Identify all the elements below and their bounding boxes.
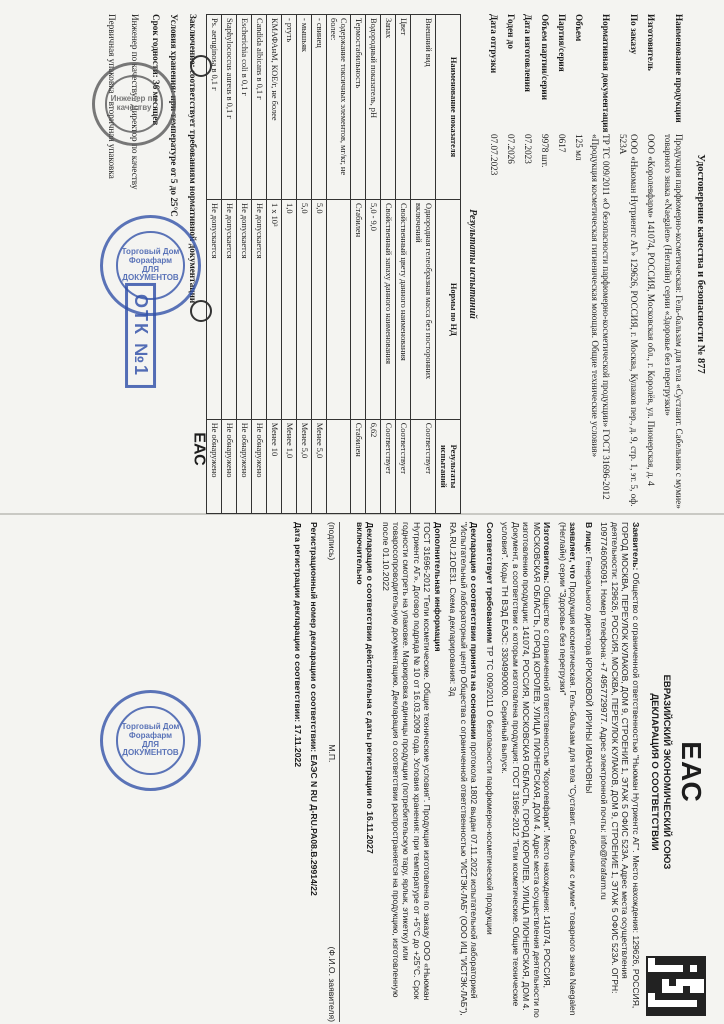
table-cell: Не обнаружено xyxy=(222,419,237,513)
qr-cell xyxy=(648,993,655,1000)
table-row xyxy=(326,15,351,514)
qr-cell xyxy=(676,993,683,1000)
signer-hint: (Ф.И.О. заявителя) xyxy=(327,946,338,1022)
table-cell: Candida albicans в 0,1 г xyxy=(252,15,267,200)
signature-line xyxy=(327,522,340,1022)
table-cell: Escherichia coli в 0,1 г xyxy=(237,15,252,200)
qr-cell xyxy=(697,965,704,972)
table-cell xyxy=(326,419,351,513)
eac-mark-small: ЕАС xyxy=(190,432,208,466)
qr-cell xyxy=(648,965,655,972)
qr-cell xyxy=(690,1007,697,1014)
basis-text: протокола 1802 выдан 07.11.2022 испытательной лабораторией "Испытательный лабораторный центр Общества с ограниченной ответственностью "ИСТЭК-ЛАБ" (ООО ИЦ "ИСТЭК-ЛАБ"), RA.RU.21ОЕ31. Схема декларирования: 3д xyxy=(448,522,480,1016)
table-cell: 5,0 xyxy=(311,200,326,420)
field-value: 07.07.2023 xyxy=(489,134,500,176)
field-value: ООО «Ньюман Нутриентс АГ» 129626, РОССИЯ, г. Москва, Кулаков пер., д. 9, стр. 1, эт. 5, оф. 523А xyxy=(618,134,640,507)
table-cell: 1 х 10³ xyxy=(266,200,281,420)
certificate-title: Удостоверение качества и безопасности № 877 xyxy=(695,154,706,374)
qr-cell xyxy=(676,958,683,965)
qr-cell xyxy=(669,1000,676,1007)
reg-date-label: Дата регистрации декларации о соответствии: xyxy=(293,522,304,723)
applicant-text: Общество с ограниченной ответственностью "Ньюман Нутриентс АГ". Место нахождения: 129626, РОССИЯ, ГОРОД МОСКВА, ПЕРЕУЛОК КУЛАКОВ, ДОМ 9, СТРОЕНИЕ 1, ЭТАЖ 5 ОФИС 523А. Адрес места осуществления деятельности: 129626, РОССИЯ, МОСКВА, ПЕРЕУЛОК КУЛАКОВ, ДОМ 9, СТРОЕНИЕ 1, ЭТАЖ 5 ОФИС 523А. ОГРН: 1097746005091. Номер телефона: +7 4957729977. Адрес электронной почты: info@forafarm.ru xyxy=(599,522,641,1009)
qr-cell xyxy=(690,972,697,979)
field-batch xyxy=(556,14,567,514)
eac-logo: ЕАС xyxy=(676,741,707,803)
field-manufacture-date xyxy=(522,14,533,514)
field-label: Годен до xyxy=(506,14,517,49)
table-cell: Соответствует xyxy=(396,419,411,513)
signature-hint: (подпись) xyxy=(327,522,338,561)
field-value: 125 мл xyxy=(573,134,584,161)
results-title: Результаты испытаний xyxy=(467,209,479,319)
qr-cell xyxy=(683,972,690,979)
field-value: 9978 шт. xyxy=(539,134,550,168)
table-cell: Не обнаружено xyxy=(252,419,267,513)
table-cell: Ps. aeruginosa в 0,1 г xyxy=(207,15,222,200)
table-cell: - ртуть xyxy=(281,15,296,200)
qr-cell xyxy=(676,965,683,972)
validity-inclusive: включительно xyxy=(354,522,365,585)
conforms-text: ТР ТС 009/2011 О безопасности парфюмерно-косметической продукции xyxy=(484,645,495,935)
qr-cell xyxy=(648,1007,655,1014)
qr-cell xyxy=(648,958,655,965)
qr-cell xyxy=(669,965,676,972)
qr-cell xyxy=(697,972,704,979)
qr-cell xyxy=(662,986,669,993)
shelf-life: Срок годности: 36 месяцев xyxy=(150,14,161,126)
qr-cell xyxy=(690,986,697,993)
table-cell: Соответствует xyxy=(411,419,436,513)
qr-cell xyxy=(662,1000,669,1007)
qr-cell xyxy=(676,986,683,993)
conclusion: Заключение: соответствует требованиям нормативной документации xyxy=(188,14,199,304)
field-normative-docs xyxy=(590,14,612,514)
field-label: Объем партии/серии xyxy=(539,14,550,100)
reg-date-block xyxy=(293,522,303,1022)
person-text: Генерального директора КРЮКОВОЙ ИРИНЫ ИВАНОВНЫ xyxy=(583,556,594,794)
table-row xyxy=(281,15,296,514)
table-cell: Запах xyxy=(381,15,396,200)
extra-label: Дополнительная информация xyxy=(432,522,443,652)
qr-cell xyxy=(690,993,697,1000)
table-cell: Менее 5,0 xyxy=(311,419,326,513)
table-cell: Соответствует xyxy=(381,419,396,513)
reg-number-label: Регистрационный номер декларации о соответствии: xyxy=(308,522,319,753)
table-cell: 1,0 xyxy=(281,200,296,420)
qr-cell xyxy=(648,1000,655,1007)
table-row xyxy=(411,15,436,514)
declares-text: Продукция косметическая. Гель-бальзам для тела "Суставит. Сабельник с мумие" товарного знака Naegalen (Неглайн) серии "Здоровье без перегрузки" xyxy=(557,522,579,1016)
mp-mark: М.П. xyxy=(327,744,338,763)
field-value: 07.2026 xyxy=(506,134,517,164)
qr-cell xyxy=(648,979,655,986)
table-row xyxy=(237,15,252,514)
field-label: Объем xyxy=(573,14,584,42)
table-cell: Staphylococcus aureus в 0,1 г xyxy=(222,15,237,200)
field-shipment-date xyxy=(488,14,499,514)
validity-block xyxy=(354,522,375,1022)
company-stamp-bottom xyxy=(100,690,201,791)
stamp-inner xyxy=(116,706,185,775)
table-row xyxy=(222,15,237,514)
conforms-block xyxy=(484,522,494,1022)
qr-cell xyxy=(697,958,704,965)
field-manufacturer xyxy=(645,14,656,514)
stamp-text: Инженер по качеству xyxy=(110,94,158,112)
basis-block xyxy=(448,522,479,1022)
qr-cell xyxy=(683,1000,690,1007)
table-cell: Менее 1,0 xyxy=(281,419,296,513)
qr-cell xyxy=(662,979,669,986)
qr-cell xyxy=(690,1000,697,1007)
qr-cell xyxy=(655,972,662,979)
qr-cell xyxy=(683,979,690,986)
secondary-pack-label: вторичная упаковка xyxy=(106,101,117,179)
maker-label: Изготовитель: xyxy=(542,522,553,584)
qr-cell xyxy=(683,986,690,993)
qr-cell xyxy=(676,1000,683,1007)
basis-label: Декларация о соответствии принята на основании xyxy=(469,522,480,740)
quality-engineer-stamp xyxy=(92,62,176,146)
storage-conditions: Условия хранения: при температуре от 5 до 25°С xyxy=(169,14,180,217)
field-value: 0617 xyxy=(556,134,567,153)
person-block xyxy=(583,522,593,1022)
qr-cell xyxy=(655,979,662,986)
qr-cell xyxy=(648,986,655,993)
field-value: ТР ТС 009/2011 «О безопасности парфюмерно-косметической продукции» ГОСТ 31696-2012 «Продукция косметическая гигиеническая моющая. Общие технические условия» xyxy=(590,134,612,500)
table-cell: Термостабильность xyxy=(351,15,366,200)
qr-cell xyxy=(690,958,697,965)
otk-stamp: ОТК №1 xyxy=(125,283,156,388)
table-cell: Не допускается xyxy=(252,200,267,420)
field-label: Изготовитель xyxy=(645,14,656,71)
table-cell: 5,0 xyxy=(296,200,311,420)
table-cell: Цвет xyxy=(396,15,411,200)
qr-code-icon xyxy=(646,956,706,1016)
conforms-label: Соответствует требованиям xyxy=(484,522,495,644)
qr-cell xyxy=(655,1000,662,1007)
table-cell: Свойственный запаху данного наименования xyxy=(381,200,396,420)
table-cell: Менее 5,0 xyxy=(296,419,311,513)
qr-cell xyxy=(669,1007,676,1014)
signature-area xyxy=(293,522,340,1022)
table-cell: Не допускается xyxy=(222,200,237,420)
table-cell: 5,0 - 9,0 xyxy=(366,200,381,420)
qr-cell xyxy=(676,972,683,979)
recycle-icon xyxy=(190,300,212,322)
table-cell: Внешний вид xyxy=(411,15,436,200)
table-row xyxy=(296,15,311,514)
declares-label: заявляет, что xyxy=(568,522,579,579)
table-row xyxy=(207,15,222,514)
primary-pack-label: Первичная упаковка xyxy=(106,14,117,94)
field-value: 07.2023 xyxy=(523,134,534,164)
field-product xyxy=(662,14,684,514)
declaration-title: ДЕКЛАРАЦИЯ О СООТВЕТСТВИИ xyxy=(649,693,661,851)
table-row xyxy=(351,15,366,514)
field-batch-size xyxy=(539,14,550,514)
qr-cell xyxy=(697,1000,704,1007)
table-cell: Не обнаружено xyxy=(207,419,222,513)
qr-cell xyxy=(662,1007,669,1014)
table-cell: Стабилен xyxy=(351,419,366,513)
qr-cell xyxy=(690,979,697,986)
reg-number: ЕАЭС N RU Д-RU.РА08.В.29914/22 xyxy=(308,754,319,896)
table-cell: Стабилен xyxy=(351,200,366,420)
qr-cell xyxy=(697,1007,704,1014)
table-cell: 6,62 xyxy=(366,419,381,513)
table-row xyxy=(252,15,267,514)
field-volume xyxy=(573,14,584,514)
qr-cell xyxy=(655,986,662,993)
maker-text: Общество с ограниченной ответственностью "Королевфарм". Место нахождения: 141074, РОССИЯ, МОСКОВСКАЯ ОБЛАСТЬ, ГОРОД КОРОЛЕВ, УЛИЦА ПИОНЕРСКАЯ, ДОМ 4. Адрес места осуществления деятельности по изготовлению продукции: 141074, РОССИЯ, МОСКОВСКАЯ ОБЛАСТЬ, ГОРОД КОРОЛЕВ, УЛИЦА ПИОНЕРСКАЯ, ДОМ 4. Документ, в соответствии с которым изготовлена продукция: ГОСТ 31696-2012 "Гели косметические. Общие технические условия". Коды ТН ВЭД ЕАЭС: 3304990000. Серийный выпуск. xyxy=(500,522,553,1018)
column-header: Наименование показателя xyxy=(435,15,460,200)
table-cell: Свойственный цвету данного наименования xyxy=(396,200,411,420)
union-name: ЕВРАЗИЙСКИЙ ЭКОНОМИЧЕСКИЙ СОЮЗ xyxy=(660,674,672,870)
field-value: Продукция парфюмерно-косметическая: Гель-бальзам для тела «Суставит. Сабельник с мумие» товарного знака «Naegalen» (Неглайн) серии «Здоровье без перегрузки» xyxy=(662,134,684,509)
table-row xyxy=(396,15,411,514)
qr-cell xyxy=(697,993,704,1000)
stamp-inner xyxy=(105,75,162,132)
table-cell: - свинец xyxy=(311,15,326,200)
qr-cell xyxy=(683,965,690,972)
field-customer xyxy=(617,14,639,514)
reg-number-block xyxy=(308,522,318,1022)
table-row xyxy=(366,15,381,514)
qr-cell xyxy=(676,979,683,986)
certificate-fields xyxy=(488,14,683,514)
column-header: Нормы по НД xyxy=(435,200,460,420)
field-label: Наименование продукции xyxy=(673,14,684,123)
field-label: Нормативная документация xyxy=(601,14,612,133)
qr-cell xyxy=(676,1007,683,1014)
table-row xyxy=(311,15,326,514)
extra-text: ГОСТ 31696-2012 "Гели косметические. Общие технические условия". Продукция изготовлена по заказу ООО «Ньюман Нутриентс АГ». Договор подряда № 10 от 16.03.2009 года. Условия хранения: при температуре от +5°С до +25°С. Срок годности смотреть на упаковке. Маркировка единицы продукции (потребительскую тару, ярлык, этикетку) или товаросопроводительную документацию. Декларация о соответствии распространяется на продукцию, изготовленную после 01.10.2022 xyxy=(380,522,433,1001)
applicant-block xyxy=(599,522,641,1022)
person-label: В лице: xyxy=(583,522,594,555)
qr-cell xyxy=(669,958,676,965)
validity-text: Декларация о соответствии действительна с даты регистрации по 16.11.2027 xyxy=(365,522,376,854)
extra-block xyxy=(380,522,443,1022)
table-cell: - мышьяк xyxy=(296,15,311,200)
field-label: По заказу xyxy=(629,14,640,55)
qr-cell xyxy=(655,1007,662,1014)
table-cell: Не допускается xyxy=(237,200,252,420)
qr-cell xyxy=(655,958,662,965)
qr-cell xyxy=(648,972,655,979)
table-cell: Однородная гелеобразная масса без посторонних включений xyxy=(411,200,436,420)
table-cell: Менее 10 xyxy=(266,419,281,513)
reg-date: 17.11.2022 xyxy=(293,724,304,768)
field-expiry xyxy=(505,14,516,514)
stamp-caption: ДЛЯ ДОКУМЕНТОВ xyxy=(122,264,179,283)
qr-cell xyxy=(683,993,690,1000)
field-value: ООО «Королевфарм» 141074, РОССИЯ, Московская обл., г. Королёв, ул. Пионерская, д. 4 xyxy=(645,134,656,486)
qr-cell xyxy=(697,986,704,993)
signatory: Инженер по качеству / Директор по качеству xyxy=(129,14,140,190)
maker-block xyxy=(500,522,552,1022)
qr-cell xyxy=(669,972,676,979)
table-cell: Не допускается xyxy=(207,200,222,420)
recycle-icon xyxy=(190,55,212,77)
qr-cell xyxy=(662,972,669,979)
field-label: Партия/серия xyxy=(556,14,567,72)
qr-cell xyxy=(655,993,662,1000)
qr-cell xyxy=(662,965,669,972)
qr-cell xyxy=(655,965,662,972)
field-label: Дата отгрузки xyxy=(489,14,500,74)
qr-cell xyxy=(662,993,669,1000)
stamp-company: Торговый Дом Форафарм xyxy=(121,246,180,265)
table-cell: КМАФАнМ, КОЕ/г, не более xyxy=(266,15,281,200)
qr-cell xyxy=(683,1007,690,1014)
declares-block xyxy=(557,522,578,1022)
qr-cell xyxy=(669,979,676,986)
results-table-body xyxy=(207,15,436,514)
table-cell: Водородный показатель, pH xyxy=(366,15,381,200)
qr-cell xyxy=(690,965,697,972)
qr-cell xyxy=(697,979,704,986)
column-header: Результаты испытаний xyxy=(435,419,460,513)
table-cell: Содержание токсичных элементов, мг/кг, не более: xyxy=(326,15,351,200)
qr-cell xyxy=(669,993,676,1000)
table-cell: Не обнаружено xyxy=(237,419,252,513)
stamp-company: Торговый Дом Форафарм xyxy=(121,721,180,740)
table-cell xyxy=(326,200,351,420)
qr-cell xyxy=(669,986,676,993)
table-row xyxy=(266,15,281,514)
table-row xyxy=(381,15,396,514)
field-label: Дата изготовления xyxy=(523,14,534,92)
qr-cell xyxy=(662,958,669,965)
results-table xyxy=(206,14,460,514)
table-header-row xyxy=(435,15,460,514)
qr-cell xyxy=(683,958,690,965)
stamp-caption: ДЛЯ ДОКУМЕНТОВ xyxy=(122,739,179,758)
applicant-label: Заявитель: xyxy=(630,522,641,571)
